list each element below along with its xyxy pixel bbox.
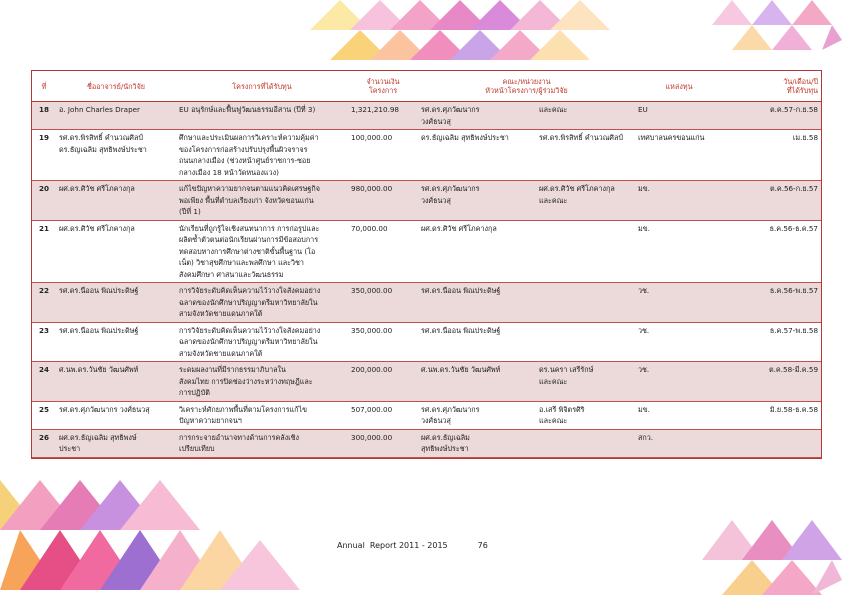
row-lead: รศ.ดร.ศุภวัฒนากร วงศ์ธนวสุ <box>418 181 536 221</box>
row-amount: 70,000.00 <box>348 220 418 283</box>
row-no: 21 <box>32 220 56 283</box>
row-date: ธ.ค.56-พ.ย.57 <box>723 283 821 323</box>
row-date: ธ.ค.56-ธ.ค.57 <box>723 220 821 283</box>
row-no: 25 <box>32 401 56 429</box>
row-project: ศึกษาและประเมินผลการวิเคราะห์ความคุ้มค่า ของโครงการก่อสร้างปรับปรุงพื้นผิวจราจร ถนนกลางเมือง (ช่วงหน้าศูนย์ราชการ-ซอย กลางเมือง 18 หน้าวัดหนองแวง) <box>176 130 348 181</box>
row-no: 20 <box>32 181 56 221</box>
report-title: Annual Report 2011 - 2015 <box>337 541 448 550</box>
row-researcher: ศ.นพ.ดร.วันชัย วัฒนศัพท์ <box>56 362 176 402</box>
row-researcher: รศ.ดร.พิรสิทธิ์ คำนวณศิลป์ ดร.ธัญเฉลิม สุทธิพงษ์ประชา <box>56 130 176 181</box>
row-amount: 300,000.00 <box>348 429 418 457</box>
row-project: การวิจัยระดับคิดเห็นความไว้วางใจสังคมอย่าง ฉลาดของนักศึกษาปริญญาตรีมหาวิทยาลัยใน สามจังหวัดชายแดนภาคใต้ <box>176 283 348 323</box>
row-project: การวิจัยระดับคิดเห็นความไว้วางใจสังคมอย่าง ฉลาดของนักศึกษาปริญญาตรีมหาวิทยาลัยใน สามจังหวัดชายแดนภาคใต้ <box>176 322 348 362</box>
table-row <box>32 322 821 362</box>
decorative-triangles-right <box>712 0 842 60</box>
table-row <box>32 102 821 130</box>
row-lead: รศ.ดร.ศุภวัฒนากร วงศ์ธนวสุ <box>418 401 536 429</box>
header-lead: คณะ/หน่วยงาน หัวหน้าโครงการ/ผู้ร่วมวิจัย <box>418 71 635 102</box>
row-lead: ผศ.ดร.ศิวัช ศรีโภคางกุล <box>418 220 536 283</box>
page-footer <box>337 541 488 550</box>
row-amount: 980,000.00 <box>348 181 418 221</box>
table-row <box>32 429 821 457</box>
row-no: 19 <box>32 130 56 181</box>
row-date: เม.ย.58 <box>723 130 821 181</box>
row-source: EU <box>635 102 723 130</box>
row-coresearcher: ผศ.ดร.ศิวัช ศรีโภคางกุล และคณะ <box>536 181 635 221</box>
row-project: แก้ไขปัญหาความยากจนตามแนวคิดเศรษฐกิจ พอเพียง พื้นที่ตำบลเรียงเก่า จังหวัดขอนแก่น (ปีที่ 1) <box>176 181 348 221</box>
research-grant-table <box>31 70 822 459</box>
table-row <box>32 220 821 283</box>
row-source: มข. <box>635 220 723 283</box>
header-researcher: ชื่ออาจารย์/นักวิจัย <box>56 71 176 102</box>
row-coresearcher <box>536 322 635 362</box>
row-coresearcher <box>536 283 635 323</box>
row-researcher: ผศ.ดร.ศิวัช ศรีโภคางกุล <box>56 181 176 221</box>
header-source: แหล่งทุน <box>635 71 723 102</box>
row-source: วช. <box>635 283 723 323</box>
row-date: ธ.ค.57-พ.ย.58 <box>723 322 821 362</box>
row-source: มข. <box>635 401 723 429</box>
row-lead: ผศ.ดร.ธัญเฉลิม สุทธิพงษ์ประชา <box>418 429 536 457</box>
row-project: EU อนุรักษ์และฟื้นฟูวัฒนธรรมอีสาน (ปีที่ 3) <box>176 102 348 130</box>
row-lead: ศ.นพ.ดร.วันชัย วัฒนศัพท์ <box>418 362 536 402</box>
row-coresearcher: ดร.นครา เสรีรักษ์ และคณะ <box>536 362 635 402</box>
row-coresearcher: รศ.ดร.พิรสิทธิ์ คำนวณศิลป์ <box>536 130 635 181</box>
row-lead: รศ.ดร.นืออน พิณประดิษฐ์ <box>418 283 536 323</box>
row-lead: รศ.ดร.ศุภวัฒนากร วงศ์ธนวสุ <box>418 102 536 130</box>
row-date: ต.ค.56-ก.ย.57 <box>723 181 821 221</box>
table-row <box>32 401 821 429</box>
row-source: มข. <box>635 181 723 221</box>
header-no: ที่ <box>32 71 56 102</box>
row-no: 18 <box>32 102 56 130</box>
grant-table <box>32 71 821 458</box>
row-lead: รศ.ดร.นืออน พิณประดิษฐ์ <box>418 322 536 362</box>
row-researcher: รศ.ดร.นืออน พิณประดิษฐ์ <box>56 322 176 362</box>
table-row <box>32 181 821 221</box>
row-coresearcher: อ.เสรี พิจิตรศิริ และคณะ <box>536 401 635 429</box>
table-row <box>32 362 821 402</box>
row-source: วช. <box>635 362 723 402</box>
row-project: การกระจายอำนาจทางด้านการคลังเชิง เปรียบเทียบ <box>176 429 348 457</box>
header-amount: จำนวนเงิน โครงการ <box>348 71 418 102</box>
row-project: นักเรียนที่ถูกรู้ใจเชิงสนทนาการ การก่อรูปและ ผลิตซ้ำตัวตนต่อนักเรียนผ่านการมีข้อสอบการ ทดสอบทางการศึกษาต่างชาติขั้นพื้นฐาน (โอ เน็ต) วิชาสุขศึกษาและพลศึกษา และวิชา สังคมศึกษา ศาสนาและวัฒนธรรม <box>176 220 348 283</box>
row-source: เทศบาลนครขอนแก่น <box>635 130 723 181</box>
row-no: 26 <box>32 429 56 457</box>
row-researcher: รศ.ดร.นืออน พิณประดิษฐ์ <box>56 283 176 323</box>
row-no: 22 <box>32 283 56 323</box>
row-source: วช. <box>635 322 723 362</box>
row-date: ต.ค.57-ก.ย.58 <box>723 102 821 130</box>
row-coresearcher <box>536 429 635 457</box>
row-amount: 350,000.00 <box>348 322 418 362</box>
row-researcher: ผศ.ดร.ศิวัช ศรีโภคางกุล <box>56 220 176 283</box>
row-coresearcher <box>536 220 635 283</box>
row-no: 23 <box>32 322 56 362</box>
row-project: วิเคราะห์ศักยภาพพื้นที่ตามโครงการแก้ไข ปัญหาความยากจนฯ <box>176 401 348 429</box>
decorative-triangles-bottom-left <box>0 440 320 595</box>
row-researcher: ผศ.ดร.ธัญเฉลิม สุทธิพงษ์ ประชา <box>56 429 176 457</box>
row-amount: 100,000.00 <box>348 130 418 181</box>
decorative-triangles-bottom-right <box>702 500 842 595</box>
row-project: ระดมผลงานที่มีรากธรรมาภิบาลใน สังคมไทย การปิดช่องว่างระหว่างทฤษฎีและ การปฏิบัติ <box>176 362 348 402</box>
page-number: 76 <box>477 541 488 550</box>
row-amount: 350,000.00 <box>348 283 418 323</box>
table-row <box>32 283 821 323</box>
row-researcher: อ. John Charles Draper <box>56 102 176 130</box>
row-source: สกว. <box>635 429 723 457</box>
header-project: โครงการที่ได้รับทุน <box>176 71 348 102</box>
row-amount: 1,321,210.98 <box>348 102 418 130</box>
row-lead: ดร.ธัญเฉลิม สุทธิพงษ์ประชา <box>418 130 536 181</box>
row-date <box>723 429 821 457</box>
header-date: วัน/เดือน/ปี ที่ได้รับทุน <box>723 71 821 102</box>
row-amount: 200,000.00 <box>348 362 418 402</box>
row-researcher: รศ.ดร.ศุภวัฒนากร วงศ์ธนวสุ <box>56 401 176 429</box>
table-header-row <box>32 71 821 102</box>
row-amount: 507,000.00 <box>348 401 418 429</box>
row-coresearcher: และคณะ <box>536 102 635 130</box>
decorative-triangles-top <box>300 0 630 70</box>
table-row <box>32 130 821 181</box>
row-no: 24 <box>32 362 56 402</box>
row-date: ต.ค.58-มี.ค.59 <box>723 362 821 402</box>
row-date: มิ.ย.58-ธ.ค.58 <box>723 401 821 429</box>
